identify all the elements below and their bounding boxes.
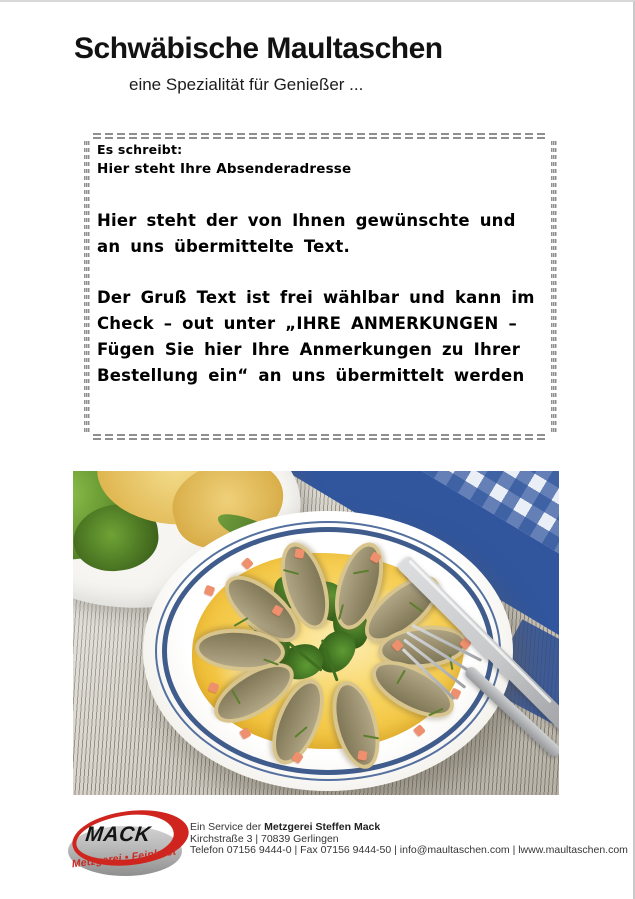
greeting-note-box xyxy=(84,133,557,440)
logo-tagline: Metzgerei • Feinkost xyxy=(71,845,177,871)
greeting-hint-text: Der Gruß Text ist frei wählbar und kann im Check – out unter „IHRE ANMERKUNGEN – Fügen Sie hier Ihre Anmerkungen zu Ihrer Bestellung ein“ an uns übermittelt werden xyxy=(97,288,535,385)
address-line: Kirchstraße 3 | 70839 Gerlingen xyxy=(190,832,339,845)
tomato-cube xyxy=(294,548,304,558)
note-content xyxy=(97,142,543,389)
service-line xyxy=(190,822,628,834)
service-name: Metzgerei Steffen Mack xyxy=(264,821,381,833)
writer-label: Es schreibt: xyxy=(97,142,183,157)
brand-name: MACK xyxy=(84,823,152,846)
note-border-right xyxy=(551,141,557,432)
service-prefix: Ein Service der xyxy=(190,821,265,833)
mack-logo xyxy=(66,810,186,878)
note-border-top xyxy=(93,133,548,139)
tomato-cube xyxy=(357,750,367,760)
page-title: Schwäbische Maultaschen xyxy=(74,32,443,65)
star-icon: ★ xyxy=(176,819,186,831)
note-border-left xyxy=(84,141,90,432)
contact-line: Telefon 07156 9444-0 | Fax 07156 9444-50 | info@maultaschen.com | lwww.maultaschen.com xyxy=(190,844,628,856)
note-border-bottom xyxy=(93,434,548,440)
dish-photo xyxy=(73,471,559,795)
greeting-message-placeholder: Hier steht der von Ihnen gewünschte und an uns übermittelte Text. xyxy=(97,211,516,256)
page-subtitle: eine Spezialität für Genießer ... xyxy=(129,75,364,94)
sender-address-placeholder: Hier steht Ihre Absenderadresse xyxy=(97,161,352,177)
footer-text xyxy=(190,822,628,857)
